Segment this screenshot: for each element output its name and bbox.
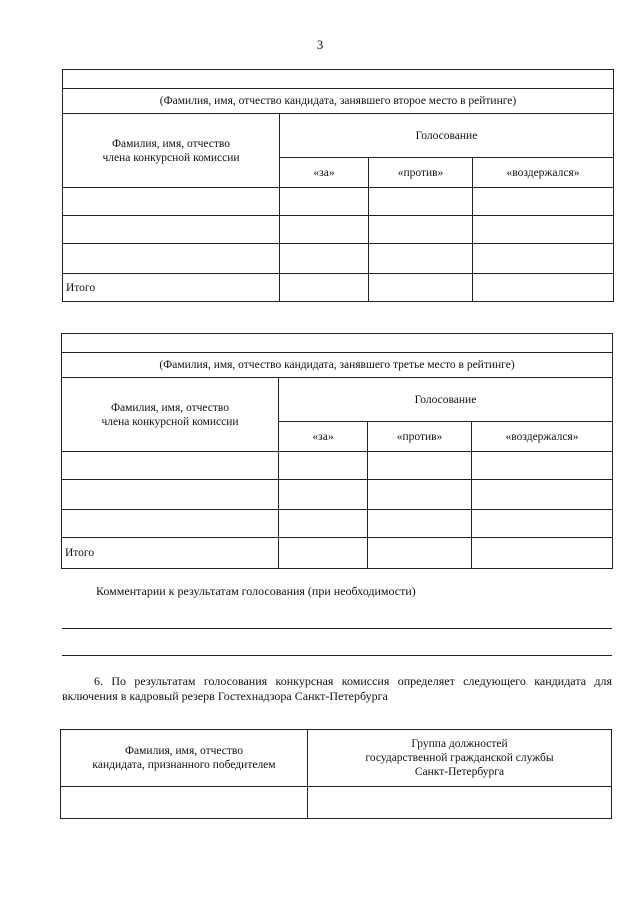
position-group-header <box>308 730 612 787</box>
voting-table-second-place <box>62 69 614 302</box>
table-row <box>61 787 612 819</box>
comment-line[interactable] <box>62 628 612 629</box>
vote-cell[interactable] <box>473 188 614 216</box>
winner-table <box>60 729 612 819</box>
winner-header-line: Фамилия, имя, отчество <box>124 745 244 757</box>
vote-cell[interactable] <box>368 480 472 510</box>
vote-cell[interactable] <box>472 510 613 538</box>
voting-header: Голосование <box>280 114 614 158</box>
vote-cell[interactable] <box>279 510 368 538</box>
voting-table-third-place <box>61 333 613 569</box>
total-cell[interactable] <box>472 538 613 569</box>
vote-cell[interactable] <box>280 216 369 244</box>
vote-against-header: «против» <box>369 158 473 188</box>
vote-against-header: «против» <box>368 422 472 452</box>
position-group-cell[interactable] <box>308 787 612 819</box>
vote-cell[interactable] <box>280 244 369 274</box>
position-header-line: Группа должностей <box>411 738 508 750</box>
vote-cell[interactable] <box>368 452 472 480</box>
section-6-text: 6. По результатам голосования конкурсная комиссия определяет следующего кандидата для включения в кадровый резерв Гостехнадзора Санкт-Петербурга <box>62 674 612 703</box>
voting-header: Голосование <box>279 378 613 422</box>
member-name-cell[interactable] <box>63 216 280 244</box>
page-number: 3 <box>316 37 324 52</box>
vote-cell[interactable] <box>280 188 369 216</box>
total-row <box>62 538 613 569</box>
total-label: Итого <box>62 538 279 569</box>
member-name-cell[interactable] <box>62 452 279 480</box>
vote-cell[interactable] <box>473 244 614 274</box>
total-row <box>63 274 614 302</box>
member-header-line: Фамилия, имя, отчество <box>110 401 230 414</box>
total-cell[interactable] <box>279 538 368 569</box>
vote-cell[interactable] <box>472 452 613 480</box>
member-header-line: члена конкурсной комиссии <box>102 151 240 164</box>
vote-cell[interactable] <box>473 216 614 244</box>
member-name-cell[interactable] <box>63 244 280 274</box>
total-cell[interactable] <box>280 274 369 302</box>
total-cell[interactable] <box>369 274 473 302</box>
winner-header-line: кандидата, признанного победителем <box>92 759 276 771</box>
vote-cell[interactable] <box>369 244 473 274</box>
table-row <box>62 510 613 538</box>
vote-cell[interactable] <box>369 188 473 216</box>
member-header-line: Фамилия, имя, отчество <box>111 137 231 150</box>
comment-line[interactable] <box>62 655 612 656</box>
candidate-caption: (Фамилия, имя, отчество кандидата, занявшего третье место в рейтинге) <box>62 353 613 378</box>
position-header-line: государственной гражданской службы <box>365 752 554 764</box>
vote-cell[interactable] <box>472 480 613 510</box>
candidate-caption: (Фамилия, имя, отчество кандидата, занявшего второе место в рейтинге) <box>63 89 614 114</box>
table-row <box>62 480 613 510</box>
total-cell[interactable] <box>368 538 472 569</box>
member-name-cell[interactable] <box>62 480 279 510</box>
vote-abstain-header: «воздержался» <box>473 158 614 188</box>
table-row <box>62 452 613 480</box>
candidate-name-blank[interactable] <box>63 70 614 89</box>
table-row <box>63 216 614 244</box>
member-name-header <box>62 378 279 452</box>
vote-cell[interactable] <box>368 510 472 538</box>
vote-cell[interactable] <box>369 216 473 244</box>
winner-name-cell[interactable] <box>61 787 308 819</box>
member-name-header <box>63 114 280 188</box>
table-row <box>63 188 614 216</box>
vote-abstain-header: «воздержался» <box>472 422 613 452</box>
candidate-name-blank[interactable] <box>62 334 613 353</box>
member-header-line: члена конкурсной комиссии <box>101 415 239 428</box>
comments-label: Комментарии к результатам голосования (при необходимости) <box>96 584 416 598</box>
winner-name-header <box>61 730 308 787</box>
member-name-cell[interactable] <box>63 188 280 216</box>
table-row <box>63 244 614 274</box>
member-name-cell[interactable] <box>62 510 279 538</box>
vote-cell[interactable] <box>279 452 368 480</box>
position-header-line: Санкт-Петербурга <box>414 766 505 778</box>
vote-cell[interactable] <box>279 480 368 510</box>
vote-for-header: «за» <box>279 422 368 452</box>
total-label: Итого <box>63 274 280 302</box>
vote-for-header: «за» <box>280 158 369 188</box>
total-cell[interactable] <box>473 274 614 302</box>
